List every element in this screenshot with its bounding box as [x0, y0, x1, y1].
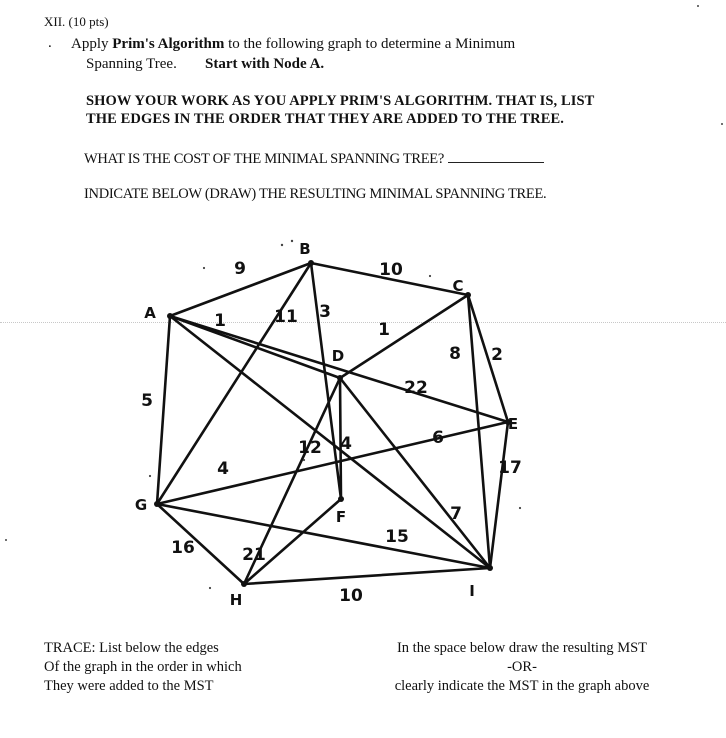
- edge-weight-a-e: 22: [404, 378, 428, 398]
- edge-h-i: [244, 568, 490, 584]
- edge-weight-b-g: 11: [274, 307, 298, 327]
- scan-speck: [203, 267, 205, 269]
- edge-weight-a-b: 9: [234, 259, 246, 279]
- node-a-vertex: [167, 313, 173, 319]
- instruction-suffix: to the following graph to determine a Minimum: [224, 36, 516, 52]
- problem-number: XII.: [44, 14, 66, 29]
- scan-speck: [303, 459, 305, 461]
- trace-line1: TRACE: List below the edges: [44, 640, 219, 656]
- scan-speck: [5, 539, 7, 541]
- trace-line2: Of the graph in the order in which: [44, 659, 242, 675]
- edge-weight-c-e: 2: [491, 345, 503, 365]
- node-h-label: H: [229, 591, 243, 609]
- node-e-label: E: [507, 415, 519, 433]
- show-work-line1: SHOW YOUR WORK AS YOU APPLY PRIM'S ALGORITHM. THAT IS, LIST: [86, 93, 595, 109]
- scan-speck: [281, 244, 283, 246]
- algorithm-name: Prim's Algorithm: [112, 36, 225, 52]
- node-i-vertex: [487, 565, 493, 571]
- trace-line3: They were added to the MST: [44, 678, 214, 694]
- edge-weight-g-e: 6: [432, 428, 444, 448]
- node-c-vertex: [465, 292, 471, 298]
- edge-c-d: [340, 295, 468, 378]
- draw-instruction: INDICATE BELOW (DRAW) THE RESULTING MINIMAL SPANNING TREE.: [84, 186, 547, 202]
- edge-weight-a-i: 4: [217, 459, 229, 479]
- edge-weight-e-i: 17: [498, 458, 522, 478]
- node-b-label: B: [299, 240, 311, 258]
- node-a-label: A: [144, 304, 156, 322]
- edge-weight-a-d: 1: [214, 311, 226, 331]
- edge-weight-h-i: 10: [339, 586, 363, 606]
- node-h-vertex: [241, 581, 247, 587]
- edge-e-i: [490, 422, 508, 568]
- draw-line1: In the space below draw the resulting MST: [396, 640, 648, 656]
- scan-speck: [721, 123, 723, 125]
- scan-speck: [519, 507, 521, 509]
- edge-weight-b-f: 3: [319, 302, 331, 322]
- edge-weight-g-i: 15: [385, 527, 409, 547]
- edge-g-h: [157, 504, 244, 584]
- scan-speck: [209, 587, 211, 589]
- edge-weight-d-i: 7: [450, 504, 462, 524]
- node-f-label: F: [335, 508, 347, 526]
- problem-points: (10 pts): [68, 14, 109, 29]
- edge-weight-g-h: 16: [171, 538, 195, 558]
- start-node-instruction: Start with Node A.: [205, 56, 325, 72]
- edge-a-g: [157, 316, 170, 504]
- edge-weight-d-h: 12: [298, 438, 322, 458]
- node-f-vertex: [338, 496, 344, 502]
- node-g-vertex: [154, 501, 160, 507]
- node-d-label: D: [331, 347, 345, 365]
- edge-weight-c-i: 8: [449, 344, 461, 364]
- scan-speck: [429, 275, 431, 277]
- node-i-label: I: [469, 582, 475, 600]
- draw-line2: -OR-: [507, 659, 537, 675]
- edge-weight-f-h: 21: [242, 545, 266, 565]
- instruction-prefix: Apply: [71, 36, 113, 52]
- edge-weight-b-c: 10: [379, 260, 403, 280]
- scan-speck: [697, 5, 699, 7]
- draw-mst-instructions: [380, 639, 664, 696]
- show-work-line2: THE EDGES IN THE ORDER THAT THEY ARE ADDED TO THE TREE.: [86, 111, 564, 127]
- scan-speck: [149, 475, 151, 477]
- edge-weight-c-d: 1: [378, 320, 390, 340]
- edge-weight-d-f: 4: [340, 434, 352, 454]
- edge-d-i: [340, 378, 490, 568]
- bullet-dot: .: [48, 35, 52, 51]
- edge-b-g: [157, 263, 311, 504]
- node-g-label: G: [134, 496, 148, 514]
- edge-weight-a-g: 5: [141, 391, 153, 411]
- draw-line3: clearly indicate the MST in the graph above: [394, 678, 650, 694]
- cost-question-text: WHAT IS THE COST OF THE MINIMAL SPANNING TREE?: [84, 151, 445, 167]
- trace-instructions: [44, 639, 242, 696]
- node-b-vertex: [308, 260, 314, 266]
- instruction-line2-text: Spanning Tree.: [86, 56, 177, 72]
- edge-f-h: [244, 499, 341, 584]
- scan-speck: [291, 240, 293, 242]
- node-c-label: C: [452, 277, 464, 295]
- node-d-vertex: [337, 375, 343, 381]
